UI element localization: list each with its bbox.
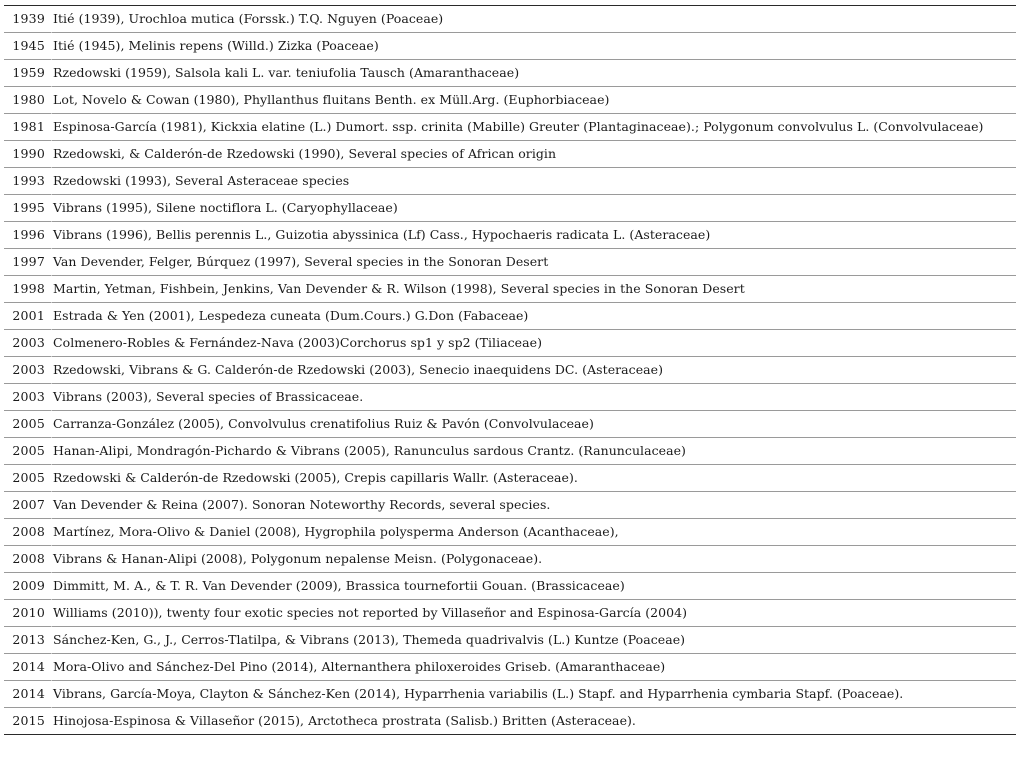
reference-cell: Vibrans (2003), Several species of Brassicaceae.	[51, 384, 1016, 411]
reference-cell: Lot, Novelo & Cowan (1980), Phyllanthus fluitans Benth. ex Müll.Arg. (Euphorbiaceae)	[51, 87, 1016, 114]
year-cell: 2014	[4, 654, 51, 681]
year-cell: 1997	[4, 249, 51, 276]
reference-cell: Van Devender, Felger, Búrquez (1997), Several species in the Sonoran Desert	[51, 249, 1016, 276]
table-row	[4, 87, 1016, 114]
year-cell: 2013	[4, 627, 51, 654]
table-row	[4, 492, 1016, 519]
reference-cell: Rzedowski, & Calderón-de Rzedowski (1990), Several species of African origin	[51, 141, 1016, 168]
table-row	[4, 654, 1016, 681]
reference-cell: Hinojosa-Espinosa & Villaseñor (2015), Arctotheca prostrata (Salisb.) Britten (Asteraceae).	[51, 708, 1016, 734]
reference-cell: Vibrans (1996), Bellis perennis L., Guizotia abyssinica (Lf) Cass., Hypochaeris radicata L. (Asteraceae)	[51, 222, 1016, 249]
table-row	[4, 222, 1016, 249]
year-cell: 2001	[4, 303, 51, 330]
year-cell: 1959	[4, 60, 51, 87]
table-row	[4, 249, 1016, 276]
records-table	[4, 5, 1016, 735]
records-table-container	[4, 5, 1016, 735]
year-cell: 2007	[4, 492, 51, 519]
reference-cell: Rzedowski (1959), Salsola kali L. var. teniufolia Tausch (Amaranthaceae)	[51, 60, 1016, 87]
table-row	[4, 168, 1016, 195]
year-cell: 2003	[4, 357, 51, 384]
reference-cell: Itié (1945), Melinis repens (Willd.) Zizka (Poaceae)	[51, 33, 1016, 60]
table-row	[4, 681, 1016, 708]
year-cell: 2008	[4, 519, 51, 546]
year-cell: 1980	[4, 87, 51, 114]
year-cell: 1981	[4, 114, 51, 141]
year-cell: 2005	[4, 411, 51, 438]
reference-cell: Van Devender & Reina (2007). Sonoran Noteworthy Records, several species.	[51, 492, 1016, 519]
year-cell: 1945	[4, 33, 51, 60]
year-cell: 1998	[4, 276, 51, 303]
reference-cell: Itié (1939), Urochloa mutica (Forssk.) T.Q. Nguyen (Poaceae)	[51, 6, 1016, 33]
table-row	[4, 141, 1016, 168]
reference-cell: Dimmitt, M. A., & T. R. Van Devender (2009), Brassica tournefortii Gouan. (Brassicaceae)	[51, 573, 1016, 600]
table-row	[4, 357, 1016, 384]
year-cell: 2005	[4, 465, 51, 492]
reference-cell: Vibrans (1995), Silene noctiflora L. (Caryophyllaceae)	[51, 195, 1016, 222]
table-row	[4, 33, 1016, 60]
table-row	[4, 708, 1016, 734]
reference-cell: Rzedowski, Vibrans & G. Calderón-de Rzedowski (2003), Senecio inaequidens DC. (Asteraceae)	[51, 357, 1016, 384]
year-cell: 1939	[4, 6, 51, 33]
table-row	[4, 627, 1016, 654]
table-row	[4, 573, 1016, 600]
year-cell: 2014	[4, 681, 51, 708]
reference-cell: Vibrans & Hanan-Alipi (2008), Polygonum nepalense Meisn. (Polygonaceae).	[51, 546, 1016, 573]
reference-cell: Martínez, Mora-Olivo & Daniel (2008), Hygrophila polysperma Anderson (Acanthaceae),	[51, 519, 1016, 546]
table-row	[4, 384, 1016, 411]
table-row	[4, 600, 1016, 627]
table-row	[4, 438, 1016, 465]
table-row	[4, 519, 1016, 546]
table-row	[4, 546, 1016, 573]
year-cell: 1990	[4, 141, 51, 168]
reference-cell: Colmenero-Robles & Fernández-Nava (2003)Corchorus sp1 y sp2 (Tiliaceae)	[51, 330, 1016, 357]
table-row	[4, 330, 1016, 357]
reference-cell: Rzedowski & Calderón-de Rzedowski (2005), Crepis capillaris Wallr. (Asteraceae).	[51, 465, 1016, 492]
year-cell: 1995	[4, 195, 51, 222]
table-row	[4, 303, 1016, 330]
year-cell: 2015	[12, 713, 45, 728]
reference-cell: Hanan-Alipi, Mondragón-Pichardo & Vibrans (2005), Ranunculus sardous Crantz. (Ranunculaceae)	[51, 438, 1016, 465]
reference-cell: Martin, Yetman, Fishbein, Jenkins, Van Devender & R. Wilson (1998), Several species in the Sonoran Desert	[51, 276, 1016, 303]
year-cell: 2010	[4, 600, 51, 627]
table-row	[4, 6, 1016, 33]
table-row	[4, 465, 1016, 492]
reference-cell: Vibrans, García-Moya, Clayton & Sánchez-Ken (2014), Hyparrhenia variabilis (L.) Stapf. and Hyparrhenia cymbaria Stapf. (Poaceae).	[51, 681, 1016, 708]
year-cell: 1996	[4, 222, 51, 249]
reference-cell: Rzedowski (1993), Several Asteraceae species	[51, 168, 1016, 195]
reference-cell: Estrada & Yen (2001), Lespedeza cuneata (Dum.Cours.) G.Don (Fabaceae)	[51, 303, 1016, 330]
year-cell: 2003	[4, 330, 51, 357]
year-cell: 2003	[4, 384, 51, 411]
year-cell: 2008	[4, 546, 51, 573]
reference-cell: Williams (2010)), twenty four exotic species not reported by Villaseñor and Espinosa-García (2004)	[51, 600, 1016, 627]
reference-cell: Mora-Olivo and Sánchez-Del Pino (2014), Alternanthera philoxeroides Griseb. (Amaranthaceae)	[51, 654, 1016, 681]
table-row	[4, 114, 1016, 141]
table-row	[4, 195, 1016, 222]
reference-cell: Carranza-González (2005), Convolvulus crenatifolius Ruiz & Pavón (Convolvulaceae)	[51, 411, 1016, 438]
table-row	[4, 411, 1016, 438]
table-row	[4, 60, 1016, 87]
table-row	[4, 276, 1016, 303]
year-cell: 2005	[4, 438, 51, 465]
reference-cell: Espinosa-García (1981), Kickxia elatine (L.) Dumort. ssp. crinita (Mabille) Greuter (Plantaginaceae).; Polygonum convolvulus L. (Convolvulaceae)	[51, 114, 1016, 141]
year-cell: 2009	[4, 573, 51, 600]
reference-cell: Sánchez-Ken, G., J., Cerros-Tlatilpa, & Vibrans (2013), Themeda quadrivalvis (L.) Kuntze (Poaceae)	[51, 627, 1016, 654]
records-table-body	[4, 6, 1016, 734]
year-cell: 1993	[4, 168, 51, 195]
